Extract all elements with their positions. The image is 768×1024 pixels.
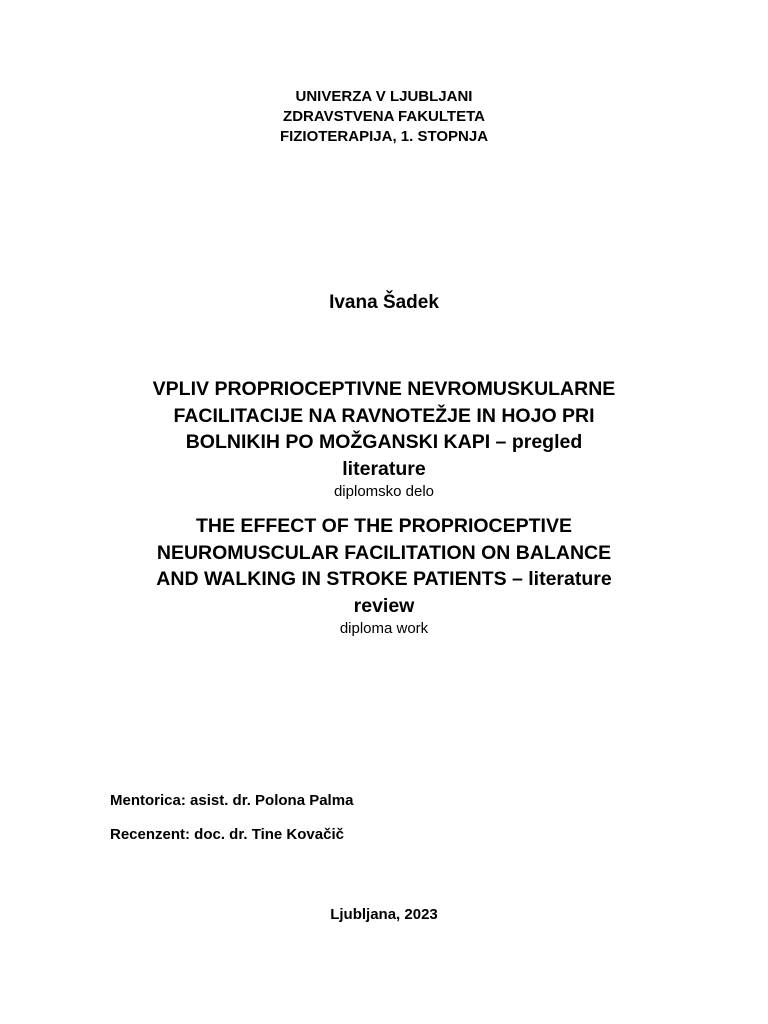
place-and-year: Ljubljana, 2023 <box>330 906 438 923</box>
institution-header <box>0 87 768 147</box>
work-type-slovene: diplomsko delo <box>333 483 435 500</box>
reviewer-line: Recenzent: doc. dr. Tine Kovačič <box>110 826 344 843</box>
author-name: Ivana Šadek <box>329 292 439 313</box>
study-program: FIZIOTERAPIJA, 1. STOPNJA <box>279 128 489 145</box>
title-english-line-3: AND WALKING IN STROKE PATIENTS – literature <box>156 568 612 590</box>
work-type-english: diploma work <box>339 620 429 637</box>
faculty-name: ZDRAVSTVENA FAKULTETA <box>283 108 485 125</box>
title-slovene-line-1: VPLIV PROPRIOCEPTIVNE NEVROMUSKULARNE <box>152 378 616 400</box>
title-english-line-4: review <box>353 594 415 617</box>
title-english <box>0 513 768 638</box>
mentor-line: Mentorica: asist. dr. Polona Palma <box>110 792 354 809</box>
title-english-line-2: NEUROMUSCULAR FACILITATION ON BALANCE <box>156 541 612 564</box>
title-slovene-line-3: BOLNIKIH PO MOŽGANSKI KAPI – pregled <box>185 431 583 453</box>
title-slovene-line-4: literature <box>342 457 426 480</box>
university-name: UNIVERZA V LJUBLJANI <box>295 88 473 105</box>
title-slovene <box>0 376 768 501</box>
title-slovene-line-2: FACILITACIJE NA RAVNOTEŽJE IN HOJO PRI <box>173 404 595 427</box>
title-english-line-1: THE EFFECT OF THE PROPRIOCEPTIVE <box>196 515 572 537</box>
